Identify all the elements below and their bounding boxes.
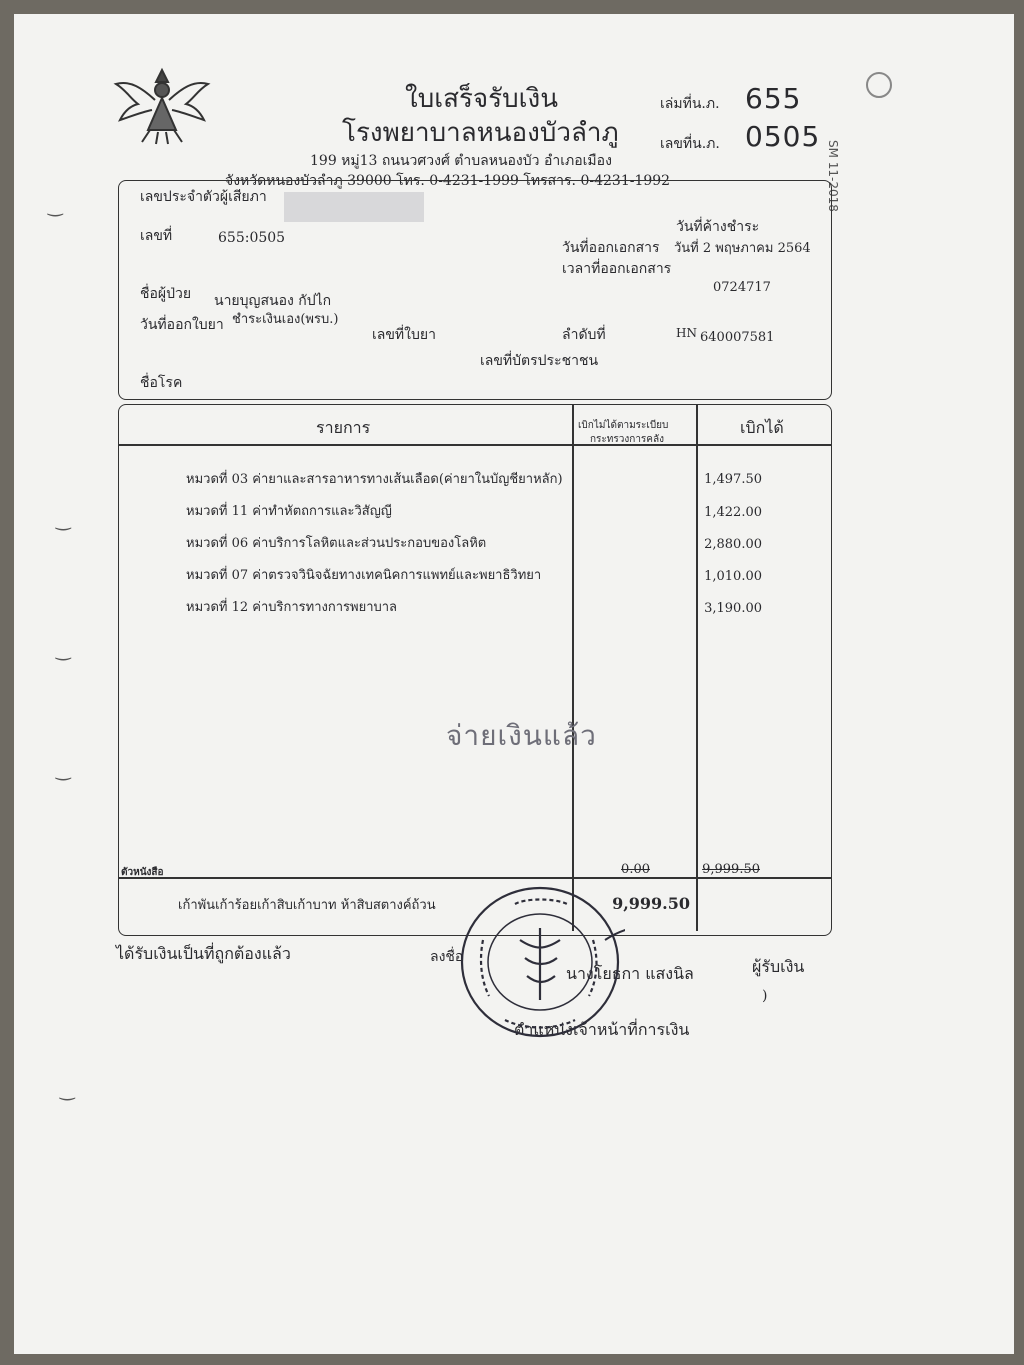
- item-row-amount: 1,010.00: [704, 569, 762, 584]
- items-column-header: รายการ: [316, 418, 371, 437]
- issue-time-label: เวลาที่ออกเอกสาร: [562, 261, 672, 277]
- margin-mark: ‿: [60, 1080, 75, 1101]
- taxpayer-id-label: เลขประจำตัวผู้เสียภา: [140, 189, 267, 205]
- not-claimable-header-line2: กระทรวงการคลัง: [590, 434, 664, 445]
- hospital-address: 199 หมู่13 ถนนวศวงศ์ ตำบลหนองบัว อำเภอเมือง: [310, 153, 612, 169]
- order-label: ลำดับที่: [562, 327, 606, 343]
- not-claimable-header-line1: เบิกไม่ได้ตามระเบียบ: [578, 420, 669, 431]
- item-row-amount: 2,880.00: [704, 537, 762, 552]
- patient-name-label: ชื่อผู้ป่วย: [140, 286, 192, 302]
- paid-stamp: จ่ายเงินแล้ว: [446, 719, 597, 752]
- issue-time: 0724717: [713, 280, 771, 295]
- margin-mark: ‿: [56, 640, 71, 661]
- margin-mark: ‿: [56, 760, 71, 781]
- signer-name: นางโยธกา แสงนิล: [566, 964, 694, 983]
- garuda-emblem-icon: [112, 60, 212, 146]
- hn-label: HN: [676, 326, 697, 340]
- hospital-name: โรงพยาบาลหนองบัวลำภู: [342, 118, 619, 148]
- subtotal-claimable: 9,999.50: [702, 862, 760, 877]
- form-code: SM 11-2018: [826, 140, 840, 212]
- item-row-amount: 3,190.00: [704, 601, 762, 616]
- due-date-label: วันที่ค้างชำระ: [676, 219, 760, 235]
- document-number: 655:0505: [218, 230, 286, 246]
- item-row-desc: หมวดที่ 11 ค่าทำหัตถการและวิสัญญี: [186, 504, 392, 519]
- receiver-label: ผู้รับเงิน: [752, 957, 805, 976]
- receipt-number: 0505: [745, 120, 821, 153]
- redacted-id: [284, 192, 424, 222]
- hospital-seal-stamp: [455, 880, 625, 1045]
- receipt-number-label: เลขที่น.ภ.: [660, 136, 720, 152]
- item-row-desc: หมวดที่ 12 ค่าบริการทางการพยาบาล: [186, 600, 398, 615]
- patient-name: นายบุญสนอง กัปไก: [214, 293, 332, 309]
- hospital-contact: จังหวัดหนองบัวลำภู 39000 โทร. 0-4231-1999 โทรสาร. 0-4231-1992: [225, 173, 671, 189]
- item-row-desc: หมวดที่ 06 ค่าบริการโลหิตและส่วนประกอบของโลหิต: [186, 536, 487, 551]
- hn-number: 640007581: [700, 330, 775, 345]
- book-number-label: เล่มที่น.ภ.: [660, 96, 720, 112]
- receipt-title: ใบเสร็จรับเงิน: [405, 84, 558, 114]
- signature-label: ลงชื่อ: [430, 949, 464, 965]
- amount-in-words-label: ตัวหนังสือ: [121, 867, 164, 878]
- margin-mark: ‿: [48, 196, 63, 217]
- column-divider-1: [572, 405, 574, 931]
- subtotal-not-claimable: 0.00: [621, 862, 650, 877]
- item-row-amount: 1,497.50: [704, 472, 762, 487]
- issue-date-label: วันที่ออกเอกสาร: [562, 240, 660, 256]
- table-header-divider: [119, 444, 831, 446]
- prescription-date-label: วันที่ออกใบยา: [140, 317, 224, 333]
- grand-total: 9,999.50: [612, 894, 690, 913]
- disease-label: ชื่อโรค: [140, 375, 183, 391]
- margin-mark: ‿: [56, 510, 71, 531]
- item-row-desc: หมวดที่ 07 ค่าตรวจวินิจฉัยทางเทคนิคการแพทย์และพยาธิวิทยา: [186, 568, 542, 583]
- prescription-number-label: เลขที่ใบยา: [372, 327, 436, 343]
- citizen-id-label: เลขที่บัตรประชาชน: [480, 353, 599, 369]
- signature-close-paren: ): [762, 988, 768, 1004]
- item-row-amount: 1,422.00: [704, 505, 762, 520]
- claimable-column-header: เบิกได้: [740, 418, 784, 437]
- item-row-desc: หมวดที่ 03 ค่ายาและสารอาหารทางเส้นเลือด(ค่ายาในบัญชียาหลัก): [186, 472, 563, 487]
- payment-type: ชำระเงินเอง(พรบ.): [232, 312, 339, 327]
- signer-position: ตำแหน่งเจ้าหน้าที่การเงิน: [514, 1020, 690, 1039]
- total-divider: [119, 877, 831, 879]
- book-number: 655: [745, 82, 802, 115]
- amount-in-words: เก้าพันเก้าร้อยเก้าสิบเก้าบาท ห้าสิบสตางค์ถ้วน: [178, 898, 436, 913]
- received-statement: ได้รับเงินเป็นที่ถูกต้องแล้ว: [116, 944, 291, 963]
- punch-hole: [866, 72, 892, 98]
- number-label: เลขที่: [140, 228, 173, 244]
- issue-date: วันที่ 2 พฤษภาคม 2564: [674, 241, 811, 256]
